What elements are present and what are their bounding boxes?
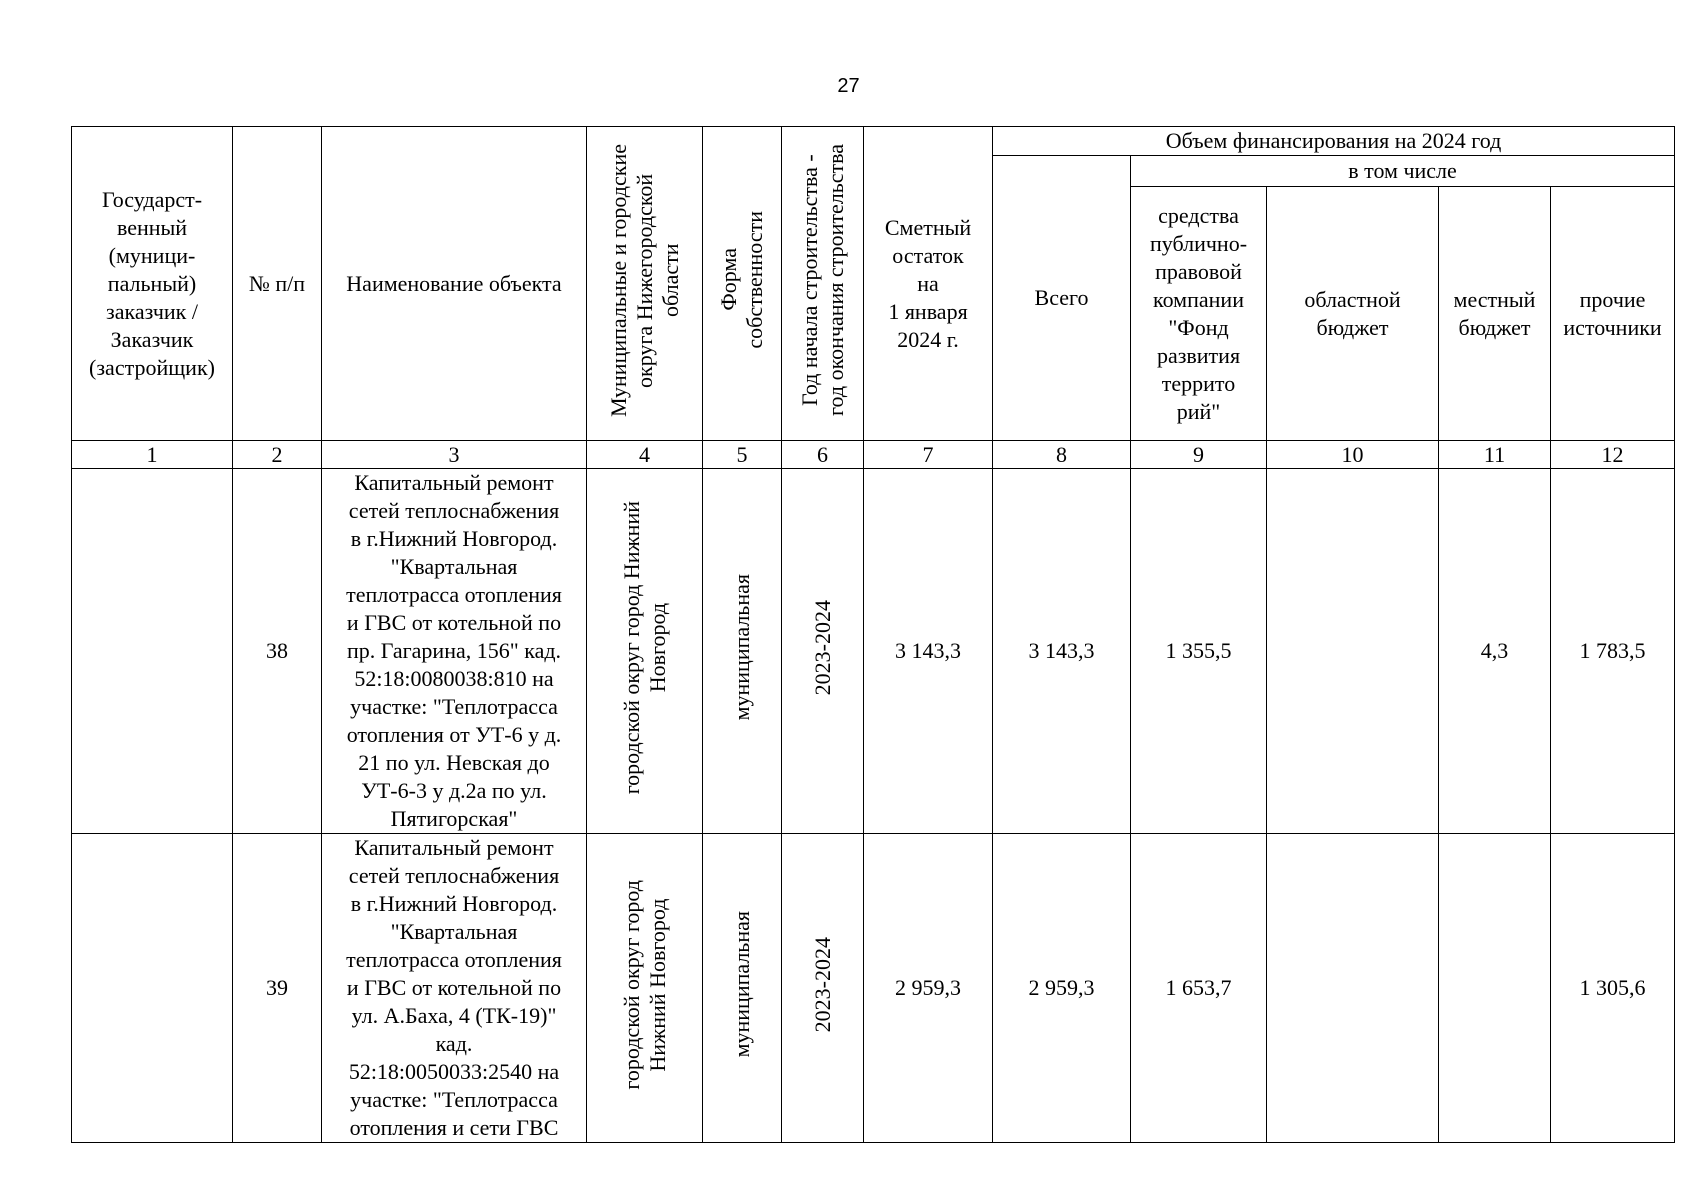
row-years: 2023-2024 [782, 469, 864, 834]
row-fund: 1 653,7 [1131, 834, 1267, 1143]
row-estimate: 2 959,3 [864, 834, 993, 1143]
row-years: 2023-2024 [782, 834, 864, 1143]
column-number: 2 [233, 441, 322, 469]
row-ownership: муниципальная [703, 469, 782, 834]
header-row-1 [72, 127, 1675, 156]
column-number: 11 [1439, 441, 1551, 469]
row-regional [1267, 469, 1439, 834]
row-local: 4,3 [1439, 469, 1551, 834]
header-estimate: Сметный остаток на 1 января 2024 г. [864, 127, 993, 441]
row-customer [72, 834, 233, 1143]
header-regional: областной бюджет [1267, 187, 1439, 441]
header-fund: средства публично- правовой компании "Фонд развития террито рий" [1131, 187, 1267, 441]
page-number: 27 [837, 75, 860, 97]
header-total: Всего [993, 156, 1131, 441]
column-number: 10 [1267, 441, 1439, 469]
header-local: местный бюджет [1439, 187, 1551, 441]
financing-table [71, 126, 1675, 1143]
row-total: 2 959,3 [993, 834, 1131, 1143]
row-other: 1 783,5 [1551, 469, 1675, 834]
column-numbers-row [72, 441, 1675, 469]
header-num: № п/п [233, 127, 322, 441]
row-customer [72, 469, 233, 834]
column-number: 6 [782, 441, 864, 469]
header-including: в том числе [1131, 156, 1675, 187]
row-num: 39 [233, 834, 322, 1143]
column-number: 7 [864, 441, 993, 469]
table-row [72, 469, 1675, 834]
header-customer: Государст- венный (муници- пальный) заказчик / Заказчик (застройщик) [72, 127, 233, 441]
row-regional [1267, 834, 1439, 1143]
column-number: 3 [322, 441, 587, 469]
row-ownership: муниципальная [703, 834, 782, 1143]
header-municipality: Муниципальные и городские округа Нижегородской области [587, 127, 703, 441]
row-total: 3 143,3 [993, 469, 1131, 834]
column-number: 8 [993, 441, 1131, 469]
column-number: 1 [72, 441, 233, 469]
row-municipality: городской округ город Нижний Новгород [587, 834, 703, 1143]
row-local [1439, 834, 1551, 1143]
column-number: 9 [1131, 441, 1267, 469]
column-number: 12 [1551, 441, 1675, 469]
column-number: 4 [587, 441, 703, 469]
row-other: 1 305,6 [1551, 834, 1675, 1143]
header-other: прочие источники [1551, 187, 1675, 441]
row-municipality: городской округ город Нижний Новгород [587, 469, 703, 834]
row-estimate: 3 143,3 [864, 469, 993, 834]
header-years: Год начала строительства - год окончания строительства [782, 127, 864, 441]
row-num: 38 [233, 469, 322, 834]
table-row [72, 834, 1675, 1143]
column-number: 5 [703, 441, 782, 469]
header-financing-group: Объем финансирования на 2024 год [993, 127, 1675, 156]
row-object-name: Капитальный ремонт сетей теплоснабжения в г.Нижний Новгород. "Квартальная теплотрасса отопления и ГВС от котельной по пр. Гагарина, 156" кад. 52:18:0080038:810 на участке: "Теплотрасса отопления от УТ-6 у д. 21 по ул. Невская до УТ-6-3 у д.2а по ул. Пятигорская" [322, 469, 587, 834]
row-fund: 1 355,5 [1131, 469, 1267, 834]
row-object-name: Капитальный ремонт сетей теплоснабжения в г.Нижний Новгород. "Квартальная теплотрасса отопления и ГВС от котельной по ул. А.Баха, 4 (ТК-19)" кад. 52:18:0050033:2540 на участке: "Теплотрасса отопления и сети ГВС [322, 834, 587, 1143]
header-ownership: Форма собственности [703, 127, 782, 441]
header-object-name: Наименование объекта [322, 127, 587, 441]
